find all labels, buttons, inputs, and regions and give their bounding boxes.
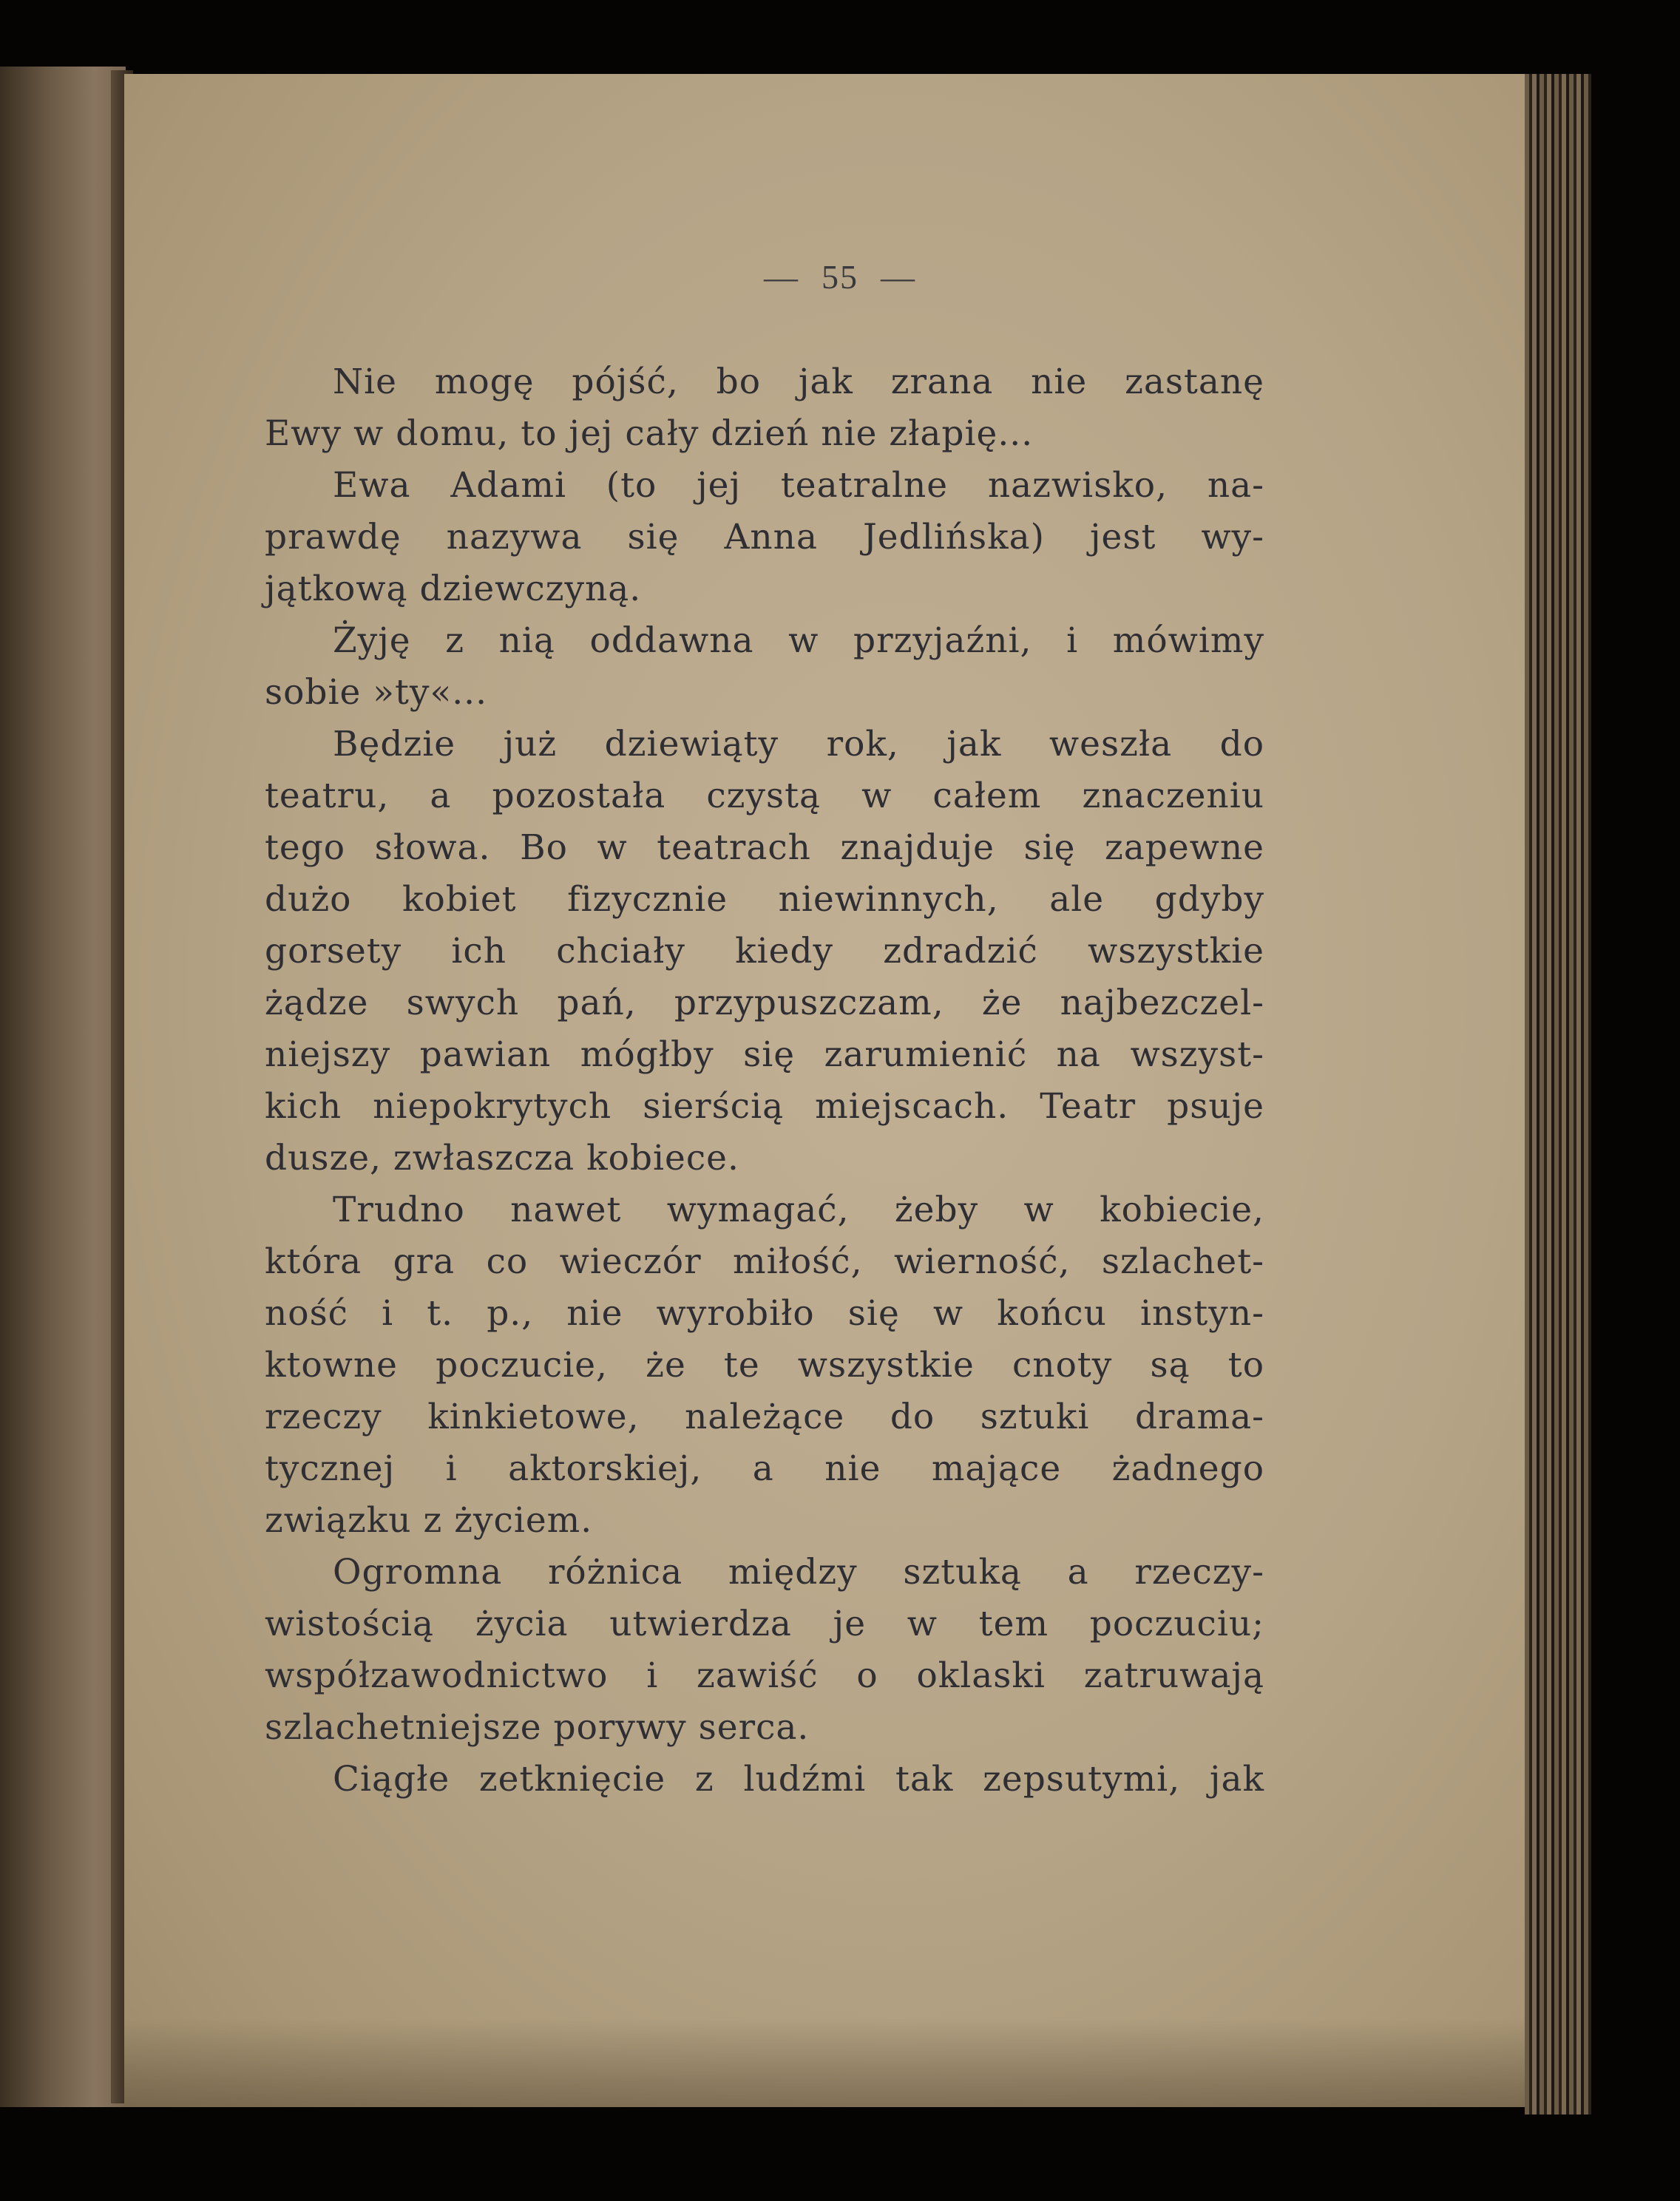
text-line: tego słowa. Bo w teatrach znajduje się zapewne xyxy=(265,827,1264,868)
text-line: Żyję z nią oddawna w przyjaźni, i mówimy xyxy=(333,620,1264,661)
text-line: gorsety ich chciały kiedy zdradzić wszystkie xyxy=(265,931,1264,971)
text-line: prawdę nazywa się Anna Jedlińska) jest wy- xyxy=(265,517,1264,557)
header-dash-left: — xyxy=(764,258,799,296)
text-line: Trudno nawet wymagać, żeby w kobiecie, xyxy=(333,1190,1264,1230)
text-line: dusze, zwłaszcza kobiece. xyxy=(265,1138,739,1178)
text-line: związku z życiem. xyxy=(265,1500,593,1541)
text-line: tycznej i aktorskiej, a nie mające żadnego xyxy=(265,1448,1264,1489)
text-line: ność i t. p., nie wyrobiło się w końcu instyn- xyxy=(265,1293,1264,1334)
body-text xyxy=(265,356,1264,1805)
text-line: niejszy pawian mógłby się zarumienić na wszyst- xyxy=(265,1034,1264,1075)
page-edge-stack xyxy=(1525,74,1591,2114)
text-line: rzeczy kinkietowe, należące do sztuki drama- xyxy=(265,1397,1264,1437)
text-line: która gra co wieczór miłość, wierność, szlachet- xyxy=(265,1241,1264,1282)
text-line: sobie »ty«... xyxy=(265,672,488,713)
text-line: Ewy w domu, to jej cały dzień nie złapię... xyxy=(265,413,1034,454)
text-line: Będzie już dziewiąty rok, jak weszła do xyxy=(333,724,1264,764)
text-line: kich niepokrytych sierścią miejscach. Teatr psuje xyxy=(265,1086,1264,1127)
text-line: żądze swych pań, przypuszczam, że najbezczel- xyxy=(265,983,1264,1023)
scan-margin-right xyxy=(1591,0,1680,2201)
text-line: dużo kobiet fizycznie niewinnych, ale gdyby xyxy=(265,879,1264,920)
text-line: jątkową dziewczyną. xyxy=(265,569,642,609)
text-line: współzawodnictwo i zawiść o oklaski zatruwają xyxy=(265,1655,1264,1696)
page-header xyxy=(0,257,1680,296)
header-dash-right: — xyxy=(881,258,916,296)
text-line: teatru, a pozostała czystą w całem znaczeniu xyxy=(265,776,1264,816)
text-line: szlachetniejsze porywy serca. xyxy=(265,1707,810,1748)
text-line: wistością życia utwierdza je w tem poczuciu; xyxy=(265,1604,1264,1644)
text-line: Ciągłe zetknięcie z ludźmi tak zepsutymi, jak xyxy=(333,1759,1264,1800)
text-line: Ogromna różnica między sztuką a rzeczy- xyxy=(333,1552,1264,1593)
left-page-edge xyxy=(0,67,126,2107)
page-bottom-shade xyxy=(124,2018,1528,2107)
text-line: Ewa Adami (to jej teatralne nazwisko, na- xyxy=(333,465,1264,506)
text-line: ktowne poczucie, że te wszystkie cnoty są to xyxy=(265,1345,1264,1386)
text-line: Nie mogę pójść, bo jak zrana nie zastanę xyxy=(333,362,1264,402)
page-number: 55 xyxy=(822,258,858,296)
